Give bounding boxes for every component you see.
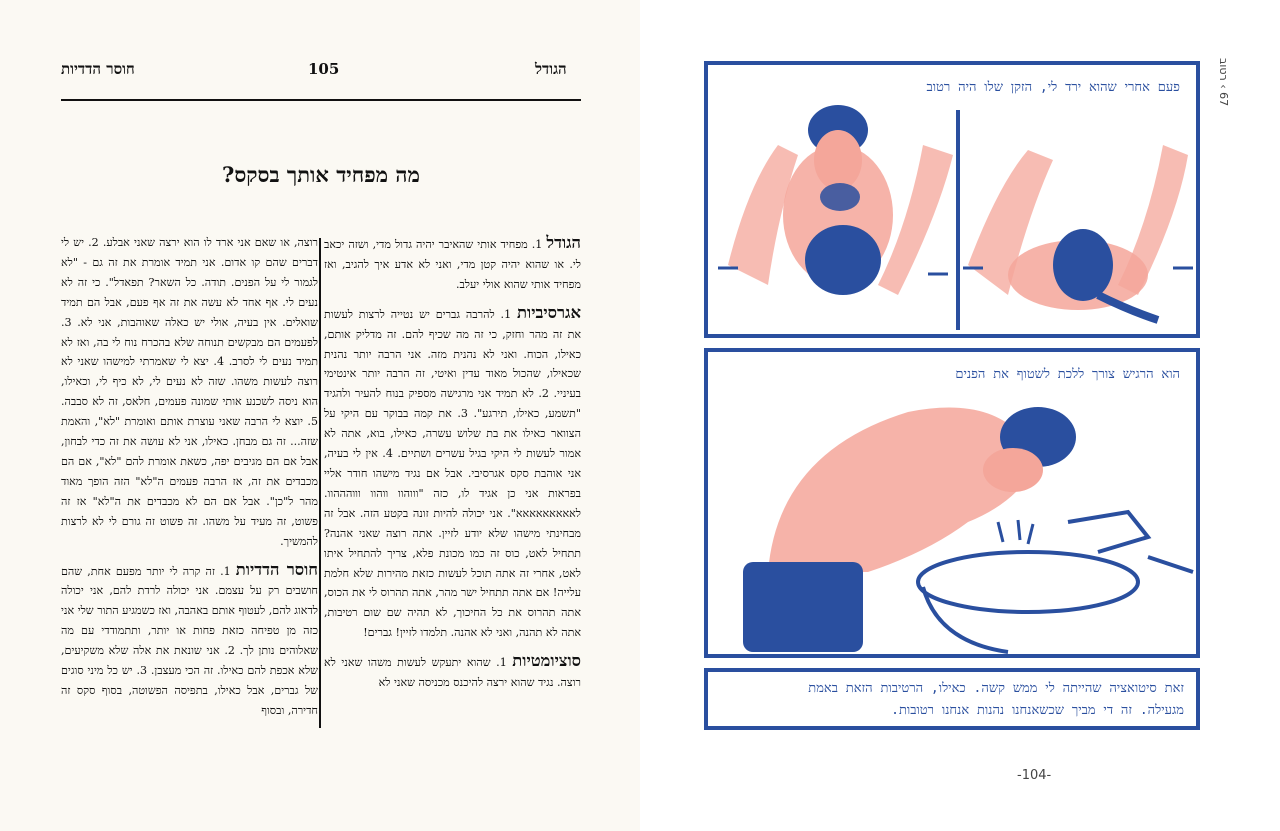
section-heading: אגרסיביות xyxy=(517,302,581,322)
comic-panel-2 xyxy=(704,348,1200,658)
section-sociopathy xyxy=(324,651,581,693)
running-header-section: הגודל xyxy=(535,60,567,78)
panel-caption: הוא הרגיש צורך ללכת לשטוף את הפנים xyxy=(955,367,1180,382)
text-column-right xyxy=(324,233,581,701)
page-title: מה מפחיד אותך בסקס? xyxy=(222,162,420,187)
section-aggression xyxy=(324,303,581,643)
text-column-left xyxy=(61,233,318,729)
column-divider xyxy=(319,238,321,728)
panel-caption-line-1: זאת סיטואציה שהייתה לי ממש קשה. כאילו, הרטיבות הזאת באמת xyxy=(808,681,1184,696)
panel-caption: פעם אחרי שהוא ירד לי, הזקן שלו היה רטוב xyxy=(926,80,1180,95)
section-size xyxy=(324,233,581,295)
panel-2-illustration xyxy=(708,352,1196,654)
section-body: 1. שהוא יתעקש לעשות משהו שאני לא רוצה. נגיד שהוא ירצה להיכנס מכניסה שאני לא xyxy=(324,656,581,690)
section-body: 1. מפחיד אותי שהאיבר יהיה גדול מדי, ושזה יכאב לי. או שהוא יהיה קטן מדי, ואני לא אדע איך להגיב, ואז מפחיד אותי שהוא אולי יעלב. xyxy=(324,238,581,291)
section-body: 1. זה קרה לי יותר מפעם אחת, שהם חושבים רק על עצמם. אני יכולה לרדת להם, אני יכולה לדאוג להם, לעטוף אותם באהבה, ואז כשמגיע התור שלי אני כזה מן טפיחה כזאת פחות או יותר, ותתמודדי עם מה שאלוהים נותן לך. 2. אני שונאת את אלה שלא משקיעים, שלא אכפת להם כאילו. זה הכי מעצבן. 3. יש כל מיני סוגים של גברים, אבל כאילו, בתפיסה הפשוטה, בסוף סקס זה חדירה, ובסוף xyxy=(61,564,318,717)
paragraph: רוצה, או שאם אני ארד לו הוא ירצה שאני אבלע. 2. יש לי דברים שהם קו אדום. אני תמיד אומרת את זה גם - "לא לגמור לי על הפנים. תודה. כל השאר? תפאדל". כי זה לא נעים לי. אף אחד לא עשה את זה אף פעם, אבל הם תמיד שואלים. אין בעיה, אולי יש כאלה שאוהבות, אני לא. 3. לפעמים הם מבקשים תנוחה שלא בהכרח נוח לי בה, ואז לא תמיד נעים לי לסרב. 4. יצא לי שאמרתי למישהו שאני לא רוצה לעשות משהו. שזה לא נעים לי, לא כיף לי, וכאילו, הוא ניסה לשכנע אותי שמונה פעמים, חלאס, זה לא סבבה. 5. יוצא לי הרבה שאני עוצרת אותם ואומרת "לא", והאמת שזה... זה גם מבחן. כאילו, אני לא עושה את זה כדי לבחון, אבל אם הם מגיבים יפה, כשאת אומרת להם "לא", אם הם מכבדים את זה, אז הרבה פעמים ה"לא" הזה הופך מאוד מהר ל"כן". אבל אם הם לא מכבדים את ה"לא" אז זה פשוט, זה מעיד על משהו. זה פשוט זה גורם לי לא לרצות להמשיך. xyxy=(61,236,318,548)
page-number-left: 105 xyxy=(308,60,340,78)
panel-1-illustration xyxy=(708,65,1196,334)
page-number-right: -104- xyxy=(1017,768,1052,783)
comic-panel-3 xyxy=(704,668,1200,730)
section-heading: חוסר הדדיות xyxy=(235,559,318,579)
running-header-chapter: חוסר הדדיות xyxy=(61,60,135,78)
comic-panel-1 xyxy=(704,61,1200,338)
panel-caption-line-2: מגעילה. זה די מביך שכשאנחנו נהנות אנחנו רטובות. xyxy=(891,703,1184,718)
section-reciprocity xyxy=(61,560,318,721)
header-rule xyxy=(61,99,581,101)
section-heading: סוציומטיות xyxy=(512,651,581,671)
side-running-header: 67 › רטוב xyxy=(1217,58,1230,107)
section-body: 1. להרבה גברים יש נטייה לרצות לעשות את זה מהר וחזק, כי זה מה שכיף להם. זה מדליק אותם, כאילו, הכוח. ואני לא נהנית מזה. אני הרבה יותר נהנית שכאילו, שהכול מאוד עדין ואיטי, זה הרבה יותר אינטימי בעיניי. 2. לא תמיד אני מרגישה מספיק בנוח להעיר ולהגיד "תשמע, כאילו, תירגע". 3. את קמה בבוקר עם היקי על הצוואר כאילו את בת שלוש עשרה, כאילו, בוא, אתה לא אמור לעשות לי היקי בגיל עשרים ושתיים. 4. אין לי בעיה, אני אוהבת סקס אגרסיבי. אבל אם נגיד מישהו חודר אליי בפראות אני כן אגיד לו, כזה "וווהוו ווהוו וווהההוו. לאאאאאאאאא". אני יכולה להיות זונה בקטע הזה. אבל זה מבחינתי מישהו שלא יודע לזיין. אתה רוצה שאני אהנה? תתחיל לאט, כוס זה כמו מכונת פלא, צריך להתחיל איתו לאט, אחרי זה אתה תוכל לעשות כזאת מהירות שלא חלמת עלייה! אם אתה תתחיל ישר מהר, אתה תהרוס לי את הכוס, אתה תהרוס את כל החיכוך, לא תהיה שם שום רטיבות, אתה לא תהנה, ואני לא אהנה. תלמדו לזיין! גברים! xyxy=(324,307,581,640)
section-heading: הגודל xyxy=(546,233,581,252)
